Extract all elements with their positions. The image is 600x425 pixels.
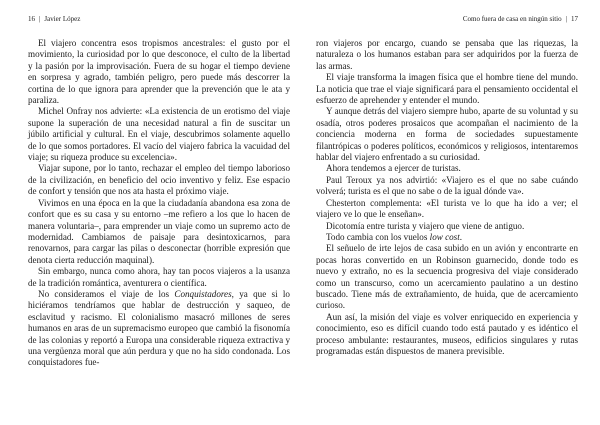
right-body-text bbox=[316, 38, 578, 357]
paragraph: Vivimos en una época en la que la ciudadanía abandona esa zona de confort que es su casa y su entorno –me refiero a los que lo hacen de manera voluntaria–, para emprender un viaje como un supremo acto de modernidad. Cambiamos de paisaje para desintoxicarnos, para renovarnos, para cargar las pilas o desconectar (horrible expresión que denota cierta reducción maquinal). bbox=[28, 197, 290, 265]
paragraph: El viajero concentra esos tropismos ancestrales: el gusto por el movimiento, la curiosidad por lo que desconoce, el culto de la libertad y la pasión por la improvisación. Fuera de su hogar el tiempo deviene en sorpresa y agrado, también peligro, pero puede más descorrer la cortina de lo que ignora para aprender que la prevención que le ata y paraliza. bbox=[28, 38, 290, 106]
paragraph: Ahora tendemos a ejercer de turistas. bbox=[326, 163, 461, 174]
left-page-number: 16 bbox=[28, 15, 35, 23]
author-name: Javier López bbox=[44, 15, 81, 23]
paragraph: Viajar supone, por lo tanto, rechazar el empleo del tiempo laborioso de la civilización, en beneficio del ocio inventivo y feliz. Ese espacio de confort y tensión que nos ata hasta el próximo viaje. bbox=[28, 163, 290, 197]
paragraph: Sin embargo, nunca como ahora, hay tan pocos viajeros a la usanza de la tradición romántica, aventurera o científica. bbox=[28, 266, 290, 288]
italic-term: low cost bbox=[429, 231, 460, 242]
paragraph: No consideramos el viaje de los Conquistadores, ya que si lo hiciéramos tendríamos que hablar de destrucción y saqueo, de esclavitud y racismo. El colonialismo masacró millones de seres humanos en aras de un supremacismo europeo que cambió la fisonomía de las colonias y reportó a Europa una considerable riqueza extractiva y una vergüenza moral que aún perdura y que no ha sido condonada. Los conquistadores fue- bbox=[28, 288, 290, 368]
paragraph: El señuelo de irte lejos de casa subido en un avión y encontrarte en pocas horas convertido en un Robinson guarnecido, donde todo es nuevo y extraño, no es la secuencia progresiva del viaje considerado como un transcurso, como un acercamiento paulatino a un destino buscado. Tiene más de extrañamiento, de huida, que de acercamiento curioso. bbox=[316, 243, 578, 311]
chapter-title: Como fuera de casa en ningún sitio bbox=[462, 15, 562, 23]
paragraph: El viaje transforma la imagen física que el hombre tiene del mundo. La noticia que trae el viaje significará para el pensamiento occidental el esfuerzo de aprehender y entender el mundo. bbox=[316, 72, 578, 106]
paragraph: Michel Onfray nos advierte: «La existencia de un erotismo del viaje supone la superación de una necesidad natural a fin de suscitar un júbilo artificial y cultural. En el viaje, descubrimos solamente aquello de lo que somos portadores. El vacío del viajero fabrica la vacuidad del viaje; su riqueza produce su excelencia». bbox=[28, 106, 290, 163]
paragraph: Paul Teroux ya nos advirtió: «Viajero es el que no sabe cuándo volverá; turista es el que no sabe o de la igual dónde va». bbox=[316, 174, 578, 197]
right-page-number: 17 bbox=[571, 15, 578, 23]
paragraph: Y aunque detrás del viajero siempre hubo, aparte de su voluntad y su osadía, otros poderes prosaicos que acompañan el nacimiento de la conciencia moderna en forma de sociedades supuestamente filantrópicas o poderes políticos, económicos y religiosos, intentaremos hablar del viajero enfrentado a su curiosidad. bbox=[316, 106, 578, 163]
paragraph: Chesterton complementa: «El turista ve lo que ha ido a ver; el viajero ve lo que le enseñan». bbox=[316, 197, 578, 220]
right-running-head bbox=[316, 14, 578, 24]
right-header-separator: | bbox=[565, 15, 567, 23]
left-running-head bbox=[28, 14, 290, 24]
left-header-separator: | bbox=[39, 15, 41, 23]
paragraph: Dicotomía entre turista y viajero que viene de antiguo. bbox=[326, 220, 525, 231]
left-page bbox=[28, 0, 290, 425]
paragraph: Todo cambia con los vuelos low cost. bbox=[326, 231, 463, 242]
left-body-text bbox=[28, 38, 290, 369]
italic-term: Conquistadores bbox=[174, 288, 232, 299]
paragraph: ron viajeros por encargo, cuando se pensaba que las riquezas, la naturaleza o los humanos estaban para ser adquiridos por la fuerza de las armas. bbox=[316, 38, 578, 71]
right-page bbox=[316, 0, 578, 425]
paragraph: Aun así, la misión del viaje es volver enriquecido en experiencia y conocimiento, eso es difícil cuando todo está pautado y es idéntico el proceso ambulante: restaurantes, museos, edificios singulares y rutas programadas están dispuestos de manera previsible. bbox=[316, 311, 578, 356]
